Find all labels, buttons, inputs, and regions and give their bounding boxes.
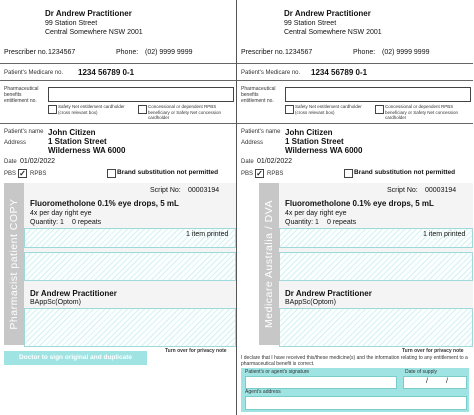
concessional-checkbox[interactable] [375,105,384,114]
drug-dose: 4x per day right eye [30,210,92,217]
address-line2: Wilderness WA 6000 [48,146,126,155]
section-divider [237,80,473,81]
date-value: 01/02/2022 [20,158,56,165]
section-divider [0,80,236,81]
doctor-sign-banner: Doctor to sign original and duplicate [4,351,147,365]
drug-quantity: Quantity: 1 [285,219,319,226]
phone-label: Phone: [116,49,139,56]
address-line1: 1 Station Street [48,137,107,146]
medicare-label: Patient's Medicare no. [241,70,301,76]
signer-name: Dr Andrew Practitioner [30,289,117,298]
address-line2: Wilderness WA 6000 [285,146,363,155]
rx-hatch-middle [24,252,236,281]
prescription-form-right [237,0,473,415]
safety-net-label: Safety Net entitlement cardholder (cross relevant box) [58,104,125,115]
prescriber-no-value: 1234567 [48,49,76,56]
pbs-label: PBS [241,171,254,177]
items-printed: 1 item printed [423,231,466,238]
agents-address-field[interactable] [245,396,467,410]
declaration-text: I declare that I have received this/these medicine(s) and the information relating to any entitlement to a pharmaceutical benefit is correct. [241,355,468,367]
pbe-label: Pharmaceutical benefits entitlement no. [4,86,39,104]
patient-name-label: Patient's name [4,129,44,135]
copy-band-label: Pharmacist patient COPY [8,198,20,330]
privacy-note: Turn over for privacy note [165,348,227,354]
section-divider [237,123,473,124]
phone-label: Phone: [353,49,376,56]
safety-net-checkbox[interactable] [48,105,57,114]
script-no-label: Script No: [387,187,418,194]
rx-hatch-middle [279,252,473,281]
signer-quals: BAppSc(Optom) [285,299,336,306]
date-supply-label: Date of supply [405,369,437,375]
signature-area[interactable] [24,308,236,347]
copy-band [4,183,24,345]
date-slash: / [446,378,448,385]
prescription-form-left [0,0,236,415]
pbs-checkbox[interactable]: ✓ [19,169,26,178]
patient-name-value: John Citizen [285,128,333,137]
patient-name-label: Patient's name [241,129,281,135]
signature-area[interactable] [279,308,473,347]
copy-band-label: Medicare Australia / DVA [263,200,275,328]
phone-value: (02) 9999 9999 [382,49,430,56]
address-line1: 1 Station Street [285,137,344,146]
pbe-label: Pharmaceutical benefits entitlement no. [241,86,276,104]
prescriber-no-label: Prescriber no. [241,49,285,56]
drug-name: Fluorometholone 0.1% eye drops, 5 mL [285,199,434,208]
signer-quals: BAppSc(Optom) [30,299,81,306]
script-no-value: 00003194 [425,187,457,194]
pbe-number-field[interactable] [285,87,471,102]
prescriber-name: Dr Andrew Practitioner [284,9,371,18]
concessional-label: Concessional or dependent RPBS beneficiary or Safety Net concession cardholder [385,104,459,120]
agents-address-label: Agent's address [245,389,281,395]
script-no-label: Script No: [150,187,181,194]
safety-net-checkbox[interactable] [285,105,294,114]
safety-net-label: Safety Net entitlement cardholder (cross relevant box) [295,104,362,115]
date-label: Date [4,159,17,165]
drug-repeats: 0 repeats [327,219,357,226]
prescriber-street: 99 Station Street [284,20,337,27]
concessional-checkbox[interactable] [138,105,147,114]
section-divider [237,63,473,64]
copy-band [259,183,279,345]
brand-sub-label: Brand substitution not permitted [354,169,456,176]
pbe-number-field[interactable] [48,87,234,102]
medicare-value: 1234 56789 0-1 [78,68,135,77]
signature-label: Patient's or agent's signature [245,369,310,375]
rpbs-label: RPBS [267,171,284,177]
date-slash: / [426,378,428,385]
address-label: Address [241,140,264,146]
brand-sub-checkbox[interactable] [107,169,116,178]
rpbs-label: RPBS [30,171,47,177]
prescriber-name: Dr Andrew Practitioner [45,9,132,18]
date-label: Date [241,159,254,165]
drug-repeats: 0 repeats [72,219,102,226]
drug-quantity: Quantity: 1 [30,219,64,226]
concessional-label: Concessional or dependent RPBS beneficiary or Safety Net concession cardholder [148,104,222,120]
patient-name-value: John Citizen [48,128,96,137]
pbs-label: PBS [4,171,17,177]
prescriber-no-label: Prescriber no. [4,49,48,56]
signature-field[interactable] [245,376,397,389]
brand-sub-checkbox[interactable] [344,169,353,178]
signer-name: Dr Andrew Practitioner [285,289,372,298]
medicare-label: Patient's Medicare no. [4,70,64,76]
phone-value: (02) 9999 9999 [145,49,193,56]
prescriber-suburb: Central Somewhere NSW 2001 [45,29,143,36]
prescriber-street: 99 Station Street [45,20,98,27]
date-supply-field[interactable] [403,376,467,389]
drug-dose: 4x per day right eye [285,210,347,217]
date-value: 01/02/2022 [257,158,293,165]
items-printed: 1 item printed [186,231,229,238]
pbs-checkbox[interactable]: ✓ [256,169,263,178]
medicare-value: 1234 56789 0-1 [311,68,368,77]
section-divider [0,123,236,124]
privacy-note: Turn over for privacy note [402,348,464,354]
section-divider [0,63,236,64]
prescriber-suburb: Central Somewhere NSW 2001 [284,29,382,36]
address-label: Address [4,140,27,146]
prescriber-no-value: 1234567 [285,49,313,56]
script-no-value: 00003194 [188,187,220,194]
drug-name: Fluorometholone 0.1% eye drops, 5 mL [30,199,179,208]
brand-sub-label: Brand substitution not permitted [117,169,219,176]
